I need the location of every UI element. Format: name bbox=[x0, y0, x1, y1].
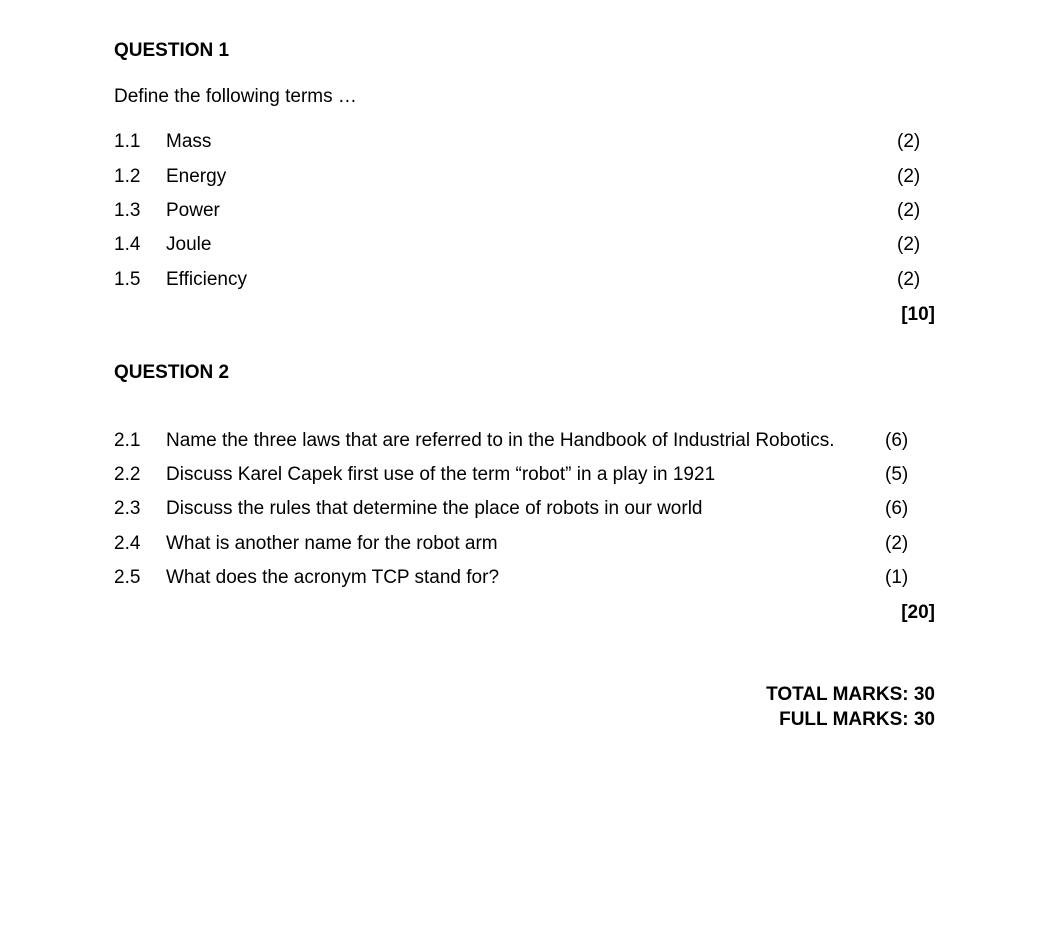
question-2-heading: QUESTION 2 bbox=[114, 362, 230, 383]
question-1-subtotal: [10] bbox=[901, 304, 935, 325]
item-text: What does the acronym TCP stand for? bbox=[166, 567, 500, 588]
item-number: 2.4 bbox=[114, 533, 141, 554]
item-number: 2.2 bbox=[114, 464, 141, 485]
total-marks: TOTAL MARKS: 30 bbox=[766, 684, 935, 705]
item-number: 1.5 bbox=[114, 269, 141, 290]
item-text: Power bbox=[166, 200, 220, 221]
item-marks: (5) bbox=[885, 464, 909, 485]
item-number: 2.1 bbox=[114, 430, 141, 451]
full-marks: FULL MARKS: 30 bbox=[779, 709, 935, 730]
item-number: 2.5 bbox=[114, 567, 141, 588]
item-number: 1.3 bbox=[114, 200, 141, 221]
item-marks: (2) bbox=[897, 200, 921, 221]
item-marks: (2) bbox=[897, 234, 921, 255]
item-marks: (6) bbox=[885, 498, 909, 519]
item-text: Discuss the rules that determine the place of robots in our world bbox=[166, 498, 703, 519]
item-text: Mass bbox=[166, 131, 212, 152]
item-text: Efficiency bbox=[166, 269, 247, 290]
item-marks: (2) bbox=[885, 533, 909, 554]
item-marks: (6) bbox=[885, 430, 909, 451]
item-number: 2.3 bbox=[114, 498, 141, 519]
item-number: 1.4 bbox=[114, 234, 141, 255]
item-marks: (2) bbox=[897, 131, 921, 152]
item-number: 1.1 bbox=[114, 131, 141, 152]
item-text: Energy bbox=[166, 166, 227, 187]
item-text: Joule bbox=[166, 234, 212, 255]
item-text: Name the three laws that are referred to in the Handbook of Industrial Robotics. bbox=[166, 430, 835, 451]
item-text: Discuss Karel Capek first use of the term “robot” in a play in 1921 bbox=[166, 464, 716, 485]
question-1-instruction: Define the following terms … bbox=[114, 86, 357, 107]
item-marks: (2) bbox=[897, 166, 921, 187]
item-marks: (1) bbox=[885, 567, 909, 588]
item-marks: (2) bbox=[897, 269, 921, 290]
item-text: What is another name for the robot arm bbox=[166, 533, 498, 554]
item-number: 1.2 bbox=[114, 166, 141, 187]
question-1-heading: QUESTION 1 bbox=[114, 40, 230, 61]
question-2-subtotal: [20] bbox=[901, 602, 935, 623]
